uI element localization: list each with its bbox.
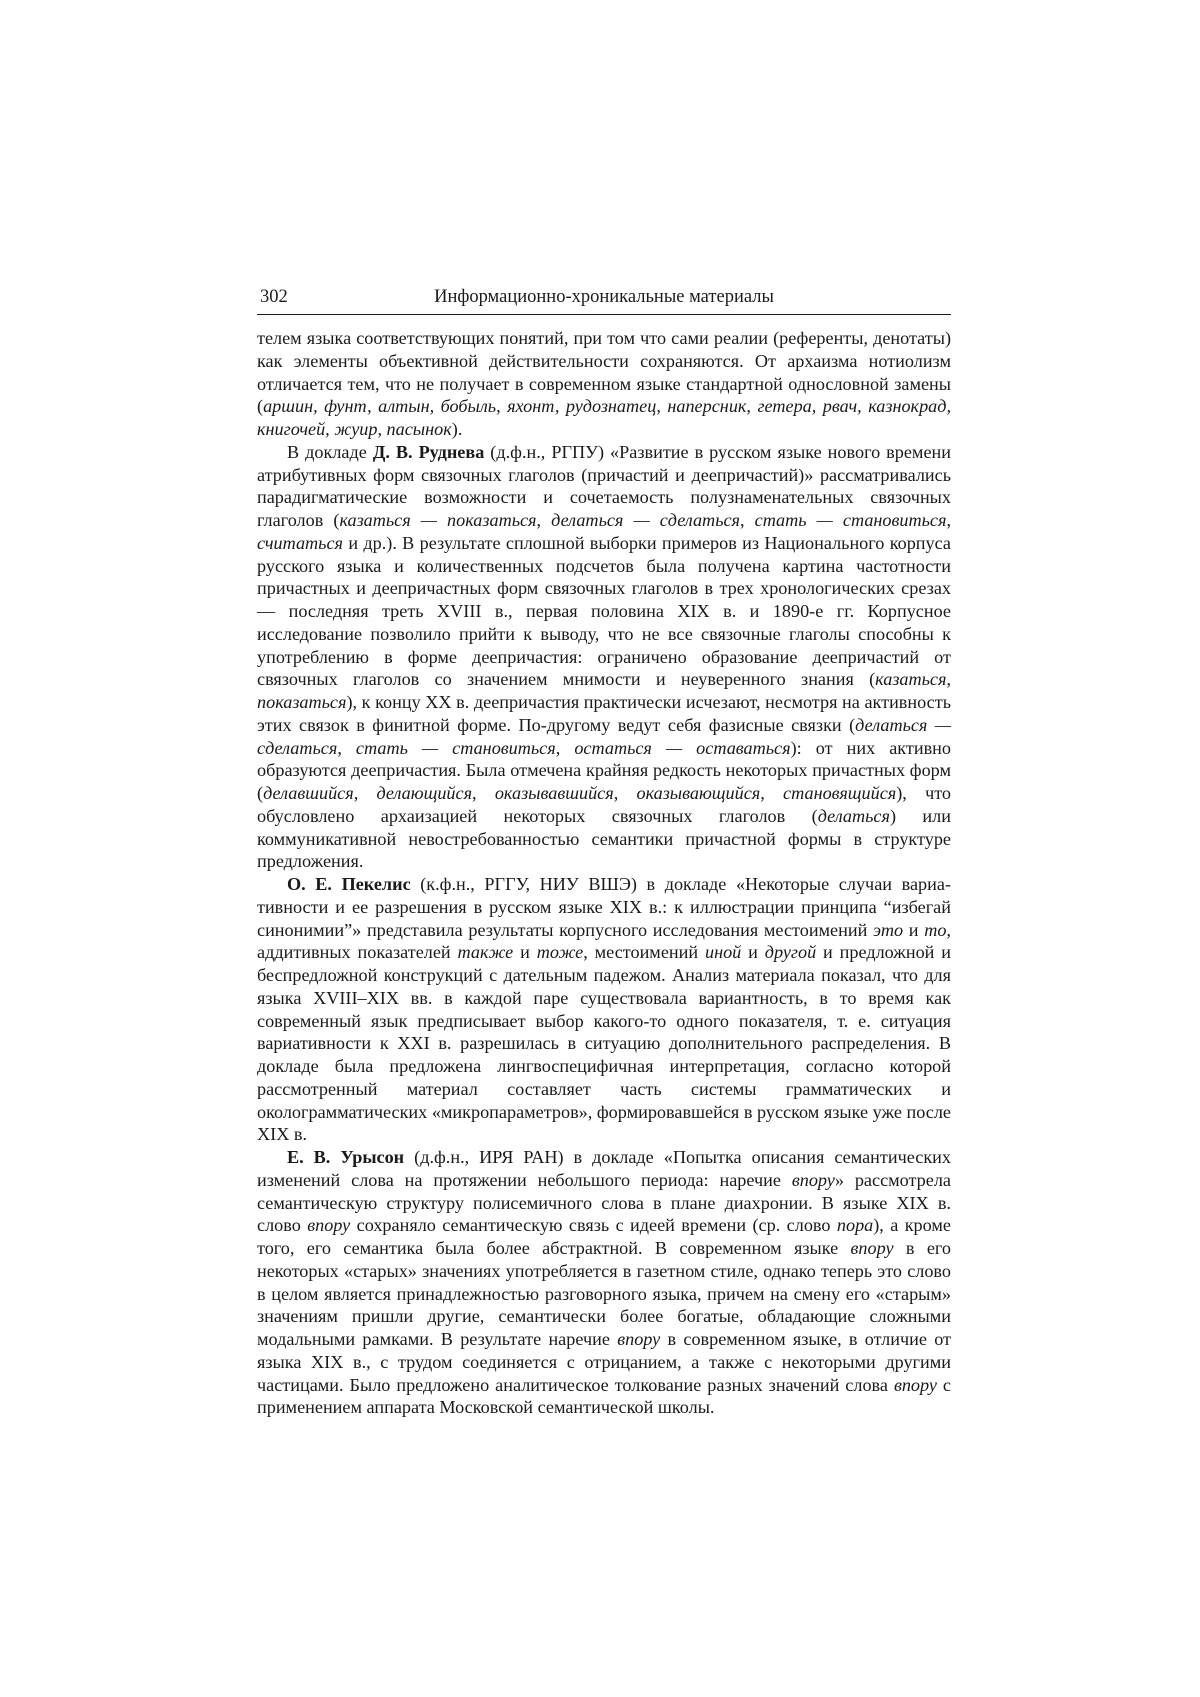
text-run: в современном языке, в отличие от языка XIX в., с трудом соединяется с отрицанием, а также с некоторыми другими частицами. Было предложено аналитическое толкование разных значений слова	[257, 1329, 951, 1395]
text-run: ) или коммуникативной невостребованностью семантики причастной формы в структуре предложения.	[257, 805, 951, 872]
author-name: Д. В. Руднева	[372, 441, 485, 462]
italic-example: стать — становиться	[355, 737, 556, 758]
italic-example: впору	[850, 1238, 894, 1258]
text-run: и	[513, 942, 537, 963]
text-run: и	[903, 919, 925, 940]
text-run: ,	[740, 510, 755, 530]
italic-example: делаться — сделаться	[551, 510, 740, 530]
italic-example: показаться	[257, 692, 347, 712]
text-run: и	[741, 942, 765, 963]
italic-example: считаться	[257, 532, 343, 553]
text-run: ), а кроме того, его семантика была более абстрактной. В современном языке	[257, 1215, 951, 1258]
italic-example: впору	[893, 1374, 937, 1395]
italic-example: то	[924, 919, 947, 940]
italic-example: пора	[836, 1215, 874, 1236]
text-run: ,	[760, 783, 784, 803]
body-text	[257, 327, 951, 1419]
document-page	[257, 282, 951, 1419]
text-run: , аддитивных показателей	[257, 919, 951, 963]
italic-example: казаться — показаться	[339, 510, 537, 530]
italic-example: делаться	[817, 805, 890, 826]
italic-example: остаться — оставаться	[574, 737, 791, 758]
italic-example: казаться	[875, 669, 947, 690]
paragraph-uryson-report	[257, 1146, 951, 1419]
text-run: (к.ф.н., РГГУ, НИУ ВШЭ) в докладе «Некоторые случаи вариативности и ее разрешения в русском языке XIX в.: к иллюстрации принципа “избегай синонимии”» представила результаты корпусного исследования местоимений	[257, 874, 951, 940]
italic-example: делавшийся	[263, 783, 354, 803]
text-run: ): от них активно образуются деепричастия. Была отмечена крайняя редкость некоторых причастных форм (	[257, 737, 952, 803]
italic-example: оказывающийся	[636, 783, 761, 803]
paragraph-pekelis-report	[257, 873, 951, 1146]
text-run: ,	[337, 737, 356, 758]
italic-example: впору	[307, 1215, 351, 1236]
text-run: ,	[353, 783, 377, 803]
author-name: О. Е. Пекелис	[287, 874, 411, 894]
text-run: ,	[536, 510, 552, 530]
italic-example: стать — становиться	[754, 510, 947, 530]
text-run: ), что обусловлено архаизацией некоторых связочных глаголов (	[257, 783, 952, 826]
text-run: в его некоторых «старых» значениях употребляется в газетном стиле, однако теперь это слово в целом является принадлежностью разговорного языка, причем на смену его «старым» значениям пришли другие, семантически более богатые, обладающие сложными модальными рамками. В результате наречие	[257, 1238, 951, 1349]
text-run: (д.ф.н., ИРЯ РАН) в докладе «Попытка описания семантических изменений слова на протяжении небольшого периода: наречие	[257, 1147, 952, 1190]
running-title: Информационно-хроникальные материалы	[434, 287, 774, 307]
text-run: ,	[472, 783, 495, 803]
text-run: с применением аппарата Московской семантической школы.	[257, 1374, 951, 1418]
running-header	[257, 282, 951, 315]
text-run: и предложной и беспредложной конструкций с дательным падежом. Анализ материала показал, что для языка XVIII–XIX вв. в каждой паре существовала вариантность, в то время как современный язык предписывает выбор какого-то одного показателя, т. е. ситуация вариативности к XXI в. разрешилась в ситуацию дополнительного распределения. В докладе была предложена лингвоспецифичная интерпретация, согласно которой рассмотренный материал составляет часть системы грамматических и околограмматических «микропараметров», формировавшейся в русском языке уже после XIX в.	[257, 942, 952, 1145]
text-run: , местоимений	[583, 942, 705, 963]
text-run: ,	[613, 783, 637, 803]
italic-example: становящийся	[783, 783, 897, 803]
italic-example: другой	[764, 942, 817, 963]
text-run: (д.ф.н., РГПУ) «Развитие в русском языке нового времени атрибутивных форм связочных глаголов (причастий и деепричастий)» рассматривались парадигматические возможности и сочетаемость полузнаменательных связочных глаголов (	[257, 441, 951, 530]
text-run: ).	[451, 419, 463, 439]
italic-example: аршин, фунт, алтын, бобыль, яхонт, рудознатец, наперсник, гетера, рвач, казнокрад, книгочей, жуир, пасынок	[257, 396, 951, 439]
text-run: ,	[555, 737, 575, 758]
author-name: Е. В. Урысон	[287, 1147, 405, 1167]
paragraph-continuation	[257, 327, 951, 441]
italic-example: оказывавшийся	[494, 783, 614, 803]
italic-example: также	[457, 942, 514, 963]
page-number: 302	[260, 287, 288, 307]
italic-example: делающийся	[376, 783, 473, 803]
text-run: телем языка соответствующих понятий, при том что сами реалии (референты, денотаты) как элементы объективной действительности сохраняются. От архаизма нотиолизм отличается тем, что не получает в современном языке стандартной однословной замены (	[257, 328, 951, 417]
italic-example: иной	[704, 942, 742, 963]
italic-example: впору	[617, 1329, 661, 1349]
text-run: ,	[946, 669, 951, 690]
text-run: и др.). В результате сплошной выборки примеров из Национального корпуса русского языка и количественных подсчетов была получена картина частотности причастных и деепричастных форм связочных глаголов в трех хронологических срезах — последняя треть XVIII в., первая половина XIX в. и 1890-е гг. Корпусное исследование позволило прийти к выводу, что не все связочные глаголы способны к употреблению в форме деепричастия: ограничено образование деепричастий от связочных глаголов со значением мнимости и неуверенного знания (	[257, 532, 951, 690]
italic-example: впору	[791, 1169, 835, 1190]
italic-example: тоже	[536, 942, 584, 963]
text-run: ), к концу XX в. деепричастия практически исчезают, несмотря на активность этих связок в финитной форме. По-другому ведут себя фазисные связки (	[257, 692, 951, 735]
text-run: ,	[946, 510, 951, 530]
italic-example: это	[873, 919, 904, 940]
paragraph-rudnev-report	[257, 441, 951, 873]
text-run: » рассмотрела семантическую структуру полисемичного слова в плане диахронии. В языке XIX в. слово	[257, 1169, 951, 1236]
text-run: В докладе	[287, 441, 373, 462]
text-run: сохраняло семантическую связь с идеей времени (ср. слово	[350, 1215, 837, 1236]
italic-example: делаться — сделаться	[257, 714, 951, 758]
